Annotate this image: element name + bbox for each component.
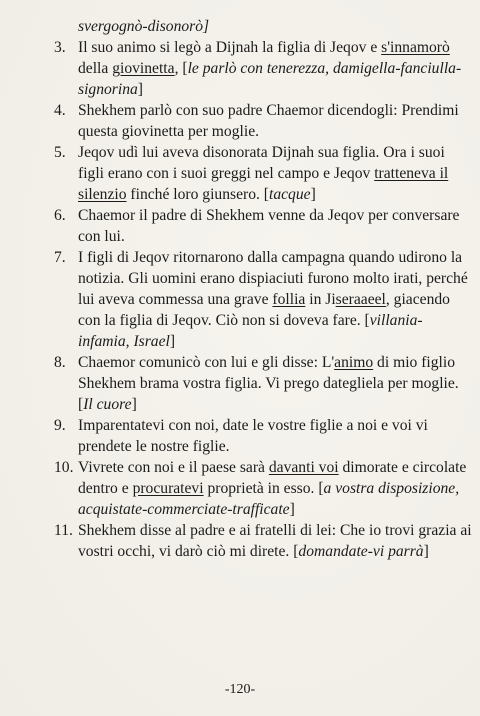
verse-text bbox=[78, 205, 474, 247]
text-run: Jeqov udì lui aveva disonorata Dijnah sua figlia. Ora i suoi figli erano con i suoi greggi nel campo e Jeqov bbox=[78, 144, 445, 182]
verse-text bbox=[78, 415, 474, 457]
underlined-term: s'innamorò bbox=[381, 39, 450, 56]
verse-number: 8. bbox=[54, 354, 66, 371]
verse-item bbox=[54, 247, 474, 352]
text-run: Shekhem disse al padre e ai fratelli di lei: Che io trovi grazia ai vostri occhi, vi darò ciò mi direte. [ bbox=[78, 522, 472, 560]
verse-item bbox=[54, 520, 474, 562]
text-run: ] bbox=[169, 333, 176, 350]
underlined-term: procuratevi bbox=[132, 480, 204, 497]
underlined-term: animo bbox=[334, 354, 374, 371]
text-run: , [ bbox=[174, 60, 188, 77]
text-run: , giacendo con la figlia di Jeqov. Ciò non si doveva fare. [ bbox=[78, 291, 450, 329]
text-run: della bbox=[78, 60, 113, 77]
text-run: proprietà in esso. [ bbox=[203, 480, 324, 497]
text-run: ] bbox=[131, 396, 137, 413]
verse-number: 11. bbox=[54, 522, 73, 539]
verse-text bbox=[78, 520, 474, 562]
underlined-term: tratteneva il silenzio bbox=[78, 165, 449, 203]
verse-number: 7. bbox=[54, 249, 66, 266]
page-number: -120- bbox=[224, 682, 256, 697]
verse-item bbox=[54, 100, 474, 142]
verse-list bbox=[54, 16, 474, 562]
verse-item bbox=[54, 142, 474, 205]
text-run: Il suo animo si legò a Dijnah la figlia di Jeqov e bbox=[78, 39, 382, 56]
italic-gloss: Il cuore bbox=[83, 396, 132, 413]
verse-text bbox=[78, 142, 474, 205]
verse-number: 10. bbox=[54, 459, 74, 476]
text-run: dimorate e circolate dentro e bbox=[78, 459, 467, 497]
verse-item bbox=[54, 457, 474, 520]
italic-gloss: tacque bbox=[268, 186, 311, 203]
text-run: Chaemor il padre di Shekhem venne da Jeqov per conversare con lui. bbox=[78, 207, 460, 245]
italic-gloss: a vostra disposizione, acquistate-commerciate-trafficate bbox=[78, 480, 460, 518]
text-run: di mio figlio Shekhem brama vostra figlia. Vi prego dategliela per moglie. [ bbox=[78, 354, 459, 413]
verse-number: 4. bbox=[54, 102, 66, 119]
verse-text bbox=[78, 352, 474, 415]
verse-item bbox=[54, 415, 474, 457]
italic-gloss: le parlò con tenerezza, damigella-fanciulla-signorina bbox=[78, 60, 462, 98]
text-run: Chaemor comunicò con lui e gli disse: L' bbox=[78, 354, 335, 371]
verse-text bbox=[78, 37, 474, 100]
continuation-line bbox=[54, 16, 474, 37]
verse-text bbox=[78, 457, 474, 520]
text-run: ] bbox=[310, 186, 316, 203]
verse-text bbox=[78, 100, 474, 142]
text-run: ] bbox=[289, 501, 295, 518]
text-run: finché loro giunsero. [ bbox=[126, 186, 269, 203]
text-run: in Ji bbox=[305, 291, 336, 308]
continuation-text: svergognò-disonorò] bbox=[78, 18, 210, 35]
verse-item bbox=[54, 37, 474, 100]
text-run: Vivrete con noi e il paese sarà bbox=[78, 459, 269, 476]
underlined-term: giovinetta bbox=[112, 60, 175, 77]
text-run: I figli di Jeqov ritornarono dalla campagna quando udirono la notizia. Gli uomini erano dispiaciuti furono molto irati, perché lui aveva commessa una grave bbox=[78, 249, 468, 308]
text-run: ] bbox=[423, 543, 429, 560]
verse-item bbox=[54, 205, 474, 247]
verse-item bbox=[54, 352, 474, 415]
verse-number: 3. bbox=[54, 39, 66, 56]
verse-number: 9. bbox=[54, 417, 66, 434]
verse-number: 5. bbox=[54, 144, 66, 161]
underlined-term: follia bbox=[272, 291, 306, 308]
italic-gloss: villania-infamia, Israel bbox=[78, 312, 423, 350]
text-run: Shekhem parlò con suo padre Chaemor dicendogli: Prendimi questa giovinetta per moglie. bbox=[78, 102, 459, 140]
text-run: ] bbox=[137, 81, 143, 98]
verse-number: 6. bbox=[54, 207, 66, 224]
verse-text bbox=[78, 247, 474, 352]
italic-gloss: domandate-vi parrà bbox=[298, 543, 424, 560]
underlined-term: seraaeel bbox=[335, 291, 386, 308]
underlined-term: davanti voi bbox=[268, 459, 339, 476]
text-run: Imparentatevi con noi, date le vostre figlie a noi e voi vi prendete le nostre figlie. bbox=[78, 417, 428, 455]
